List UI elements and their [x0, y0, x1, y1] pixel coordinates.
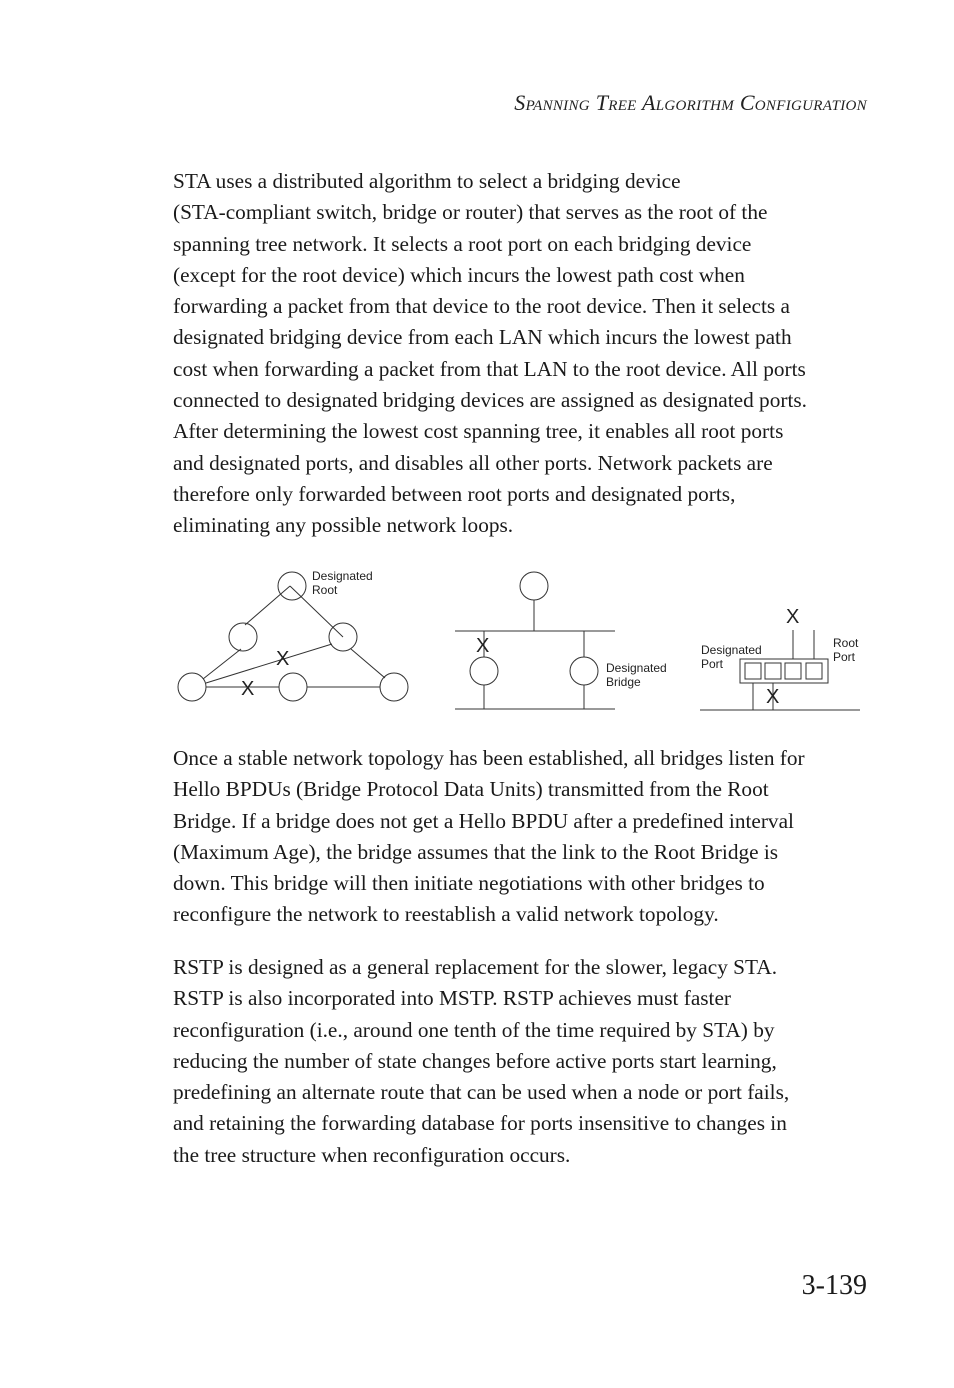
label-designated-root-2: Root [312, 583, 338, 597]
text-line: therefore only forwarded between root ports and designated ports, [173, 481, 736, 506]
switch-port [806, 663, 822, 679]
label-designated-port-2: Port [701, 657, 724, 671]
text-line: reconfiguration (i.e., around one tenth of the time required by STA) by [173, 1017, 775, 1042]
paragraph-sta-overview [173, 166, 873, 542]
text-line: eliminating any possible network loops. [173, 513, 514, 538]
text-line: and retaining the forwarding database for ports insensitive to changes in [173, 1111, 787, 1136]
label-root-port-1: Root [833, 636, 859, 650]
text-line: cost when forwarding a packet from that LAN to the root device. All ports [173, 356, 806, 381]
bridge-node [178, 673, 206, 701]
text-line: Once a stable network topology has been established, all bridges listen for [173, 746, 805, 770]
link-line [206, 644, 332, 683]
label-designated-root-1: Designated [312, 569, 373, 583]
spanning-tree-figure [170, 562, 870, 722]
page-number: 3-139 [801, 1270, 867, 1301]
text-line: (except for the root device) which incurs the lowest path cost when [173, 262, 745, 287]
text-line: RSTP is designed as a general replacement for the slower, legacy STA. [173, 955, 778, 979]
switch-port [765, 663, 781, 679]
running-header: Spanning Tree Algorithm Configuration [514, 90, 867, 115]
link-line [203, 649, 241, 679]
link-line [245, 586, 290, 625]
blocked-port-mark: X [786, 606, 800, 628]
text-line: RSTP is also incorporated into MSTP. RSTP achieves must faster [173, 986, 732, 1011]
bridge-node-designated [570, 657, 598, 685]
text-line: down. This bridge will then initiate negotiations with other bridges to [173, 871, 765, 896]
text-line: (Maximum Age), the bridge assumes that the link to the Root Bridge is [173, 839, 779, 864]
text-line: reconfigure the network to reestablish a valid network topology. [173, 902, 719, 927]
label-designated-bridge-1: Designated [606, 661, 667, 675]
text-line: the tree structure when reconfiguration occurs. [173, 1142, 571, 1167]
text-line: After determining the lowest cost spanning tree, it enables all root ports [173, 419, 784, 444]
blocked-port-mark: X [241, 678, 255, 700]
blocked-port-mark: X [476, 635, 490, 657]
label-designated-bridge-2: Bridge [606, 675, 641, 689]
link-line [351, 649, 385, 678]
text-line: Bridge. If a bridge does not get a Hello BPDU after a predefined interval [173, 808, 794, 833]
blocked-port-mark: X [276, 648, 290, 670]
text-line: Hello BPDUs (Bridge Protocol Data Units) transmitted from the Root [173, 777, 769, 802]
text-line: designated bridging device from each LAN which incurs the lowest path [173, 325, 792, 350]
text-line: and designated ports, and disables all other ports. Network packets are [173, 450, 773, 475]
bridge-node [470, 657, 498, 685]
paragraph-hello-bpdu [173, 743, 873, 931]
text-line: STA uses a distributed algorithm to select a bridging device [173, 169, 681, 193]
paragraph-rstp [173, 952, 873, 1171]
text-line: connected to designated bridging devices are assigned as designated ports. [173, 388, 807, 413]
text-line: (STA-compliant switch, bridge or router) that serves as the root of the [173, 200, 768, 225]
text-line: reducing the number of state changes before active ports start learning, [173, 1048, 777, 1073]
label-designated-port-1: Designated [701, 643, 762, 657]
bridge-node-root [278, 572, 306, 600]
bridge-node [520, 572, 548, 600]
text-line: spanning tree network. It selects a root port on each bridging device [173, 231, 752, 256]
text-line: predefining an alternate route that can be used when a node or port fails, [173, 1080, 790, 1105]
switch-port [745, 663, 761, 679]
switch-port [785, 663, 801, 679]
bridge-node [380, 673, 408, 701]
bridge-node [279, 673, 307, 701]
label-root-port-2: Port [833, 650, 856, 664]
text-line: forwarding a packet from that device to the root device. Then it selects a [173, 294, 790, 319]
spanning-tree-diagram [170, 562, 870, 722]
bridge-node [229, 623, 257, 651]
blocked-port-mark: X [766, 686, 780, 708]
